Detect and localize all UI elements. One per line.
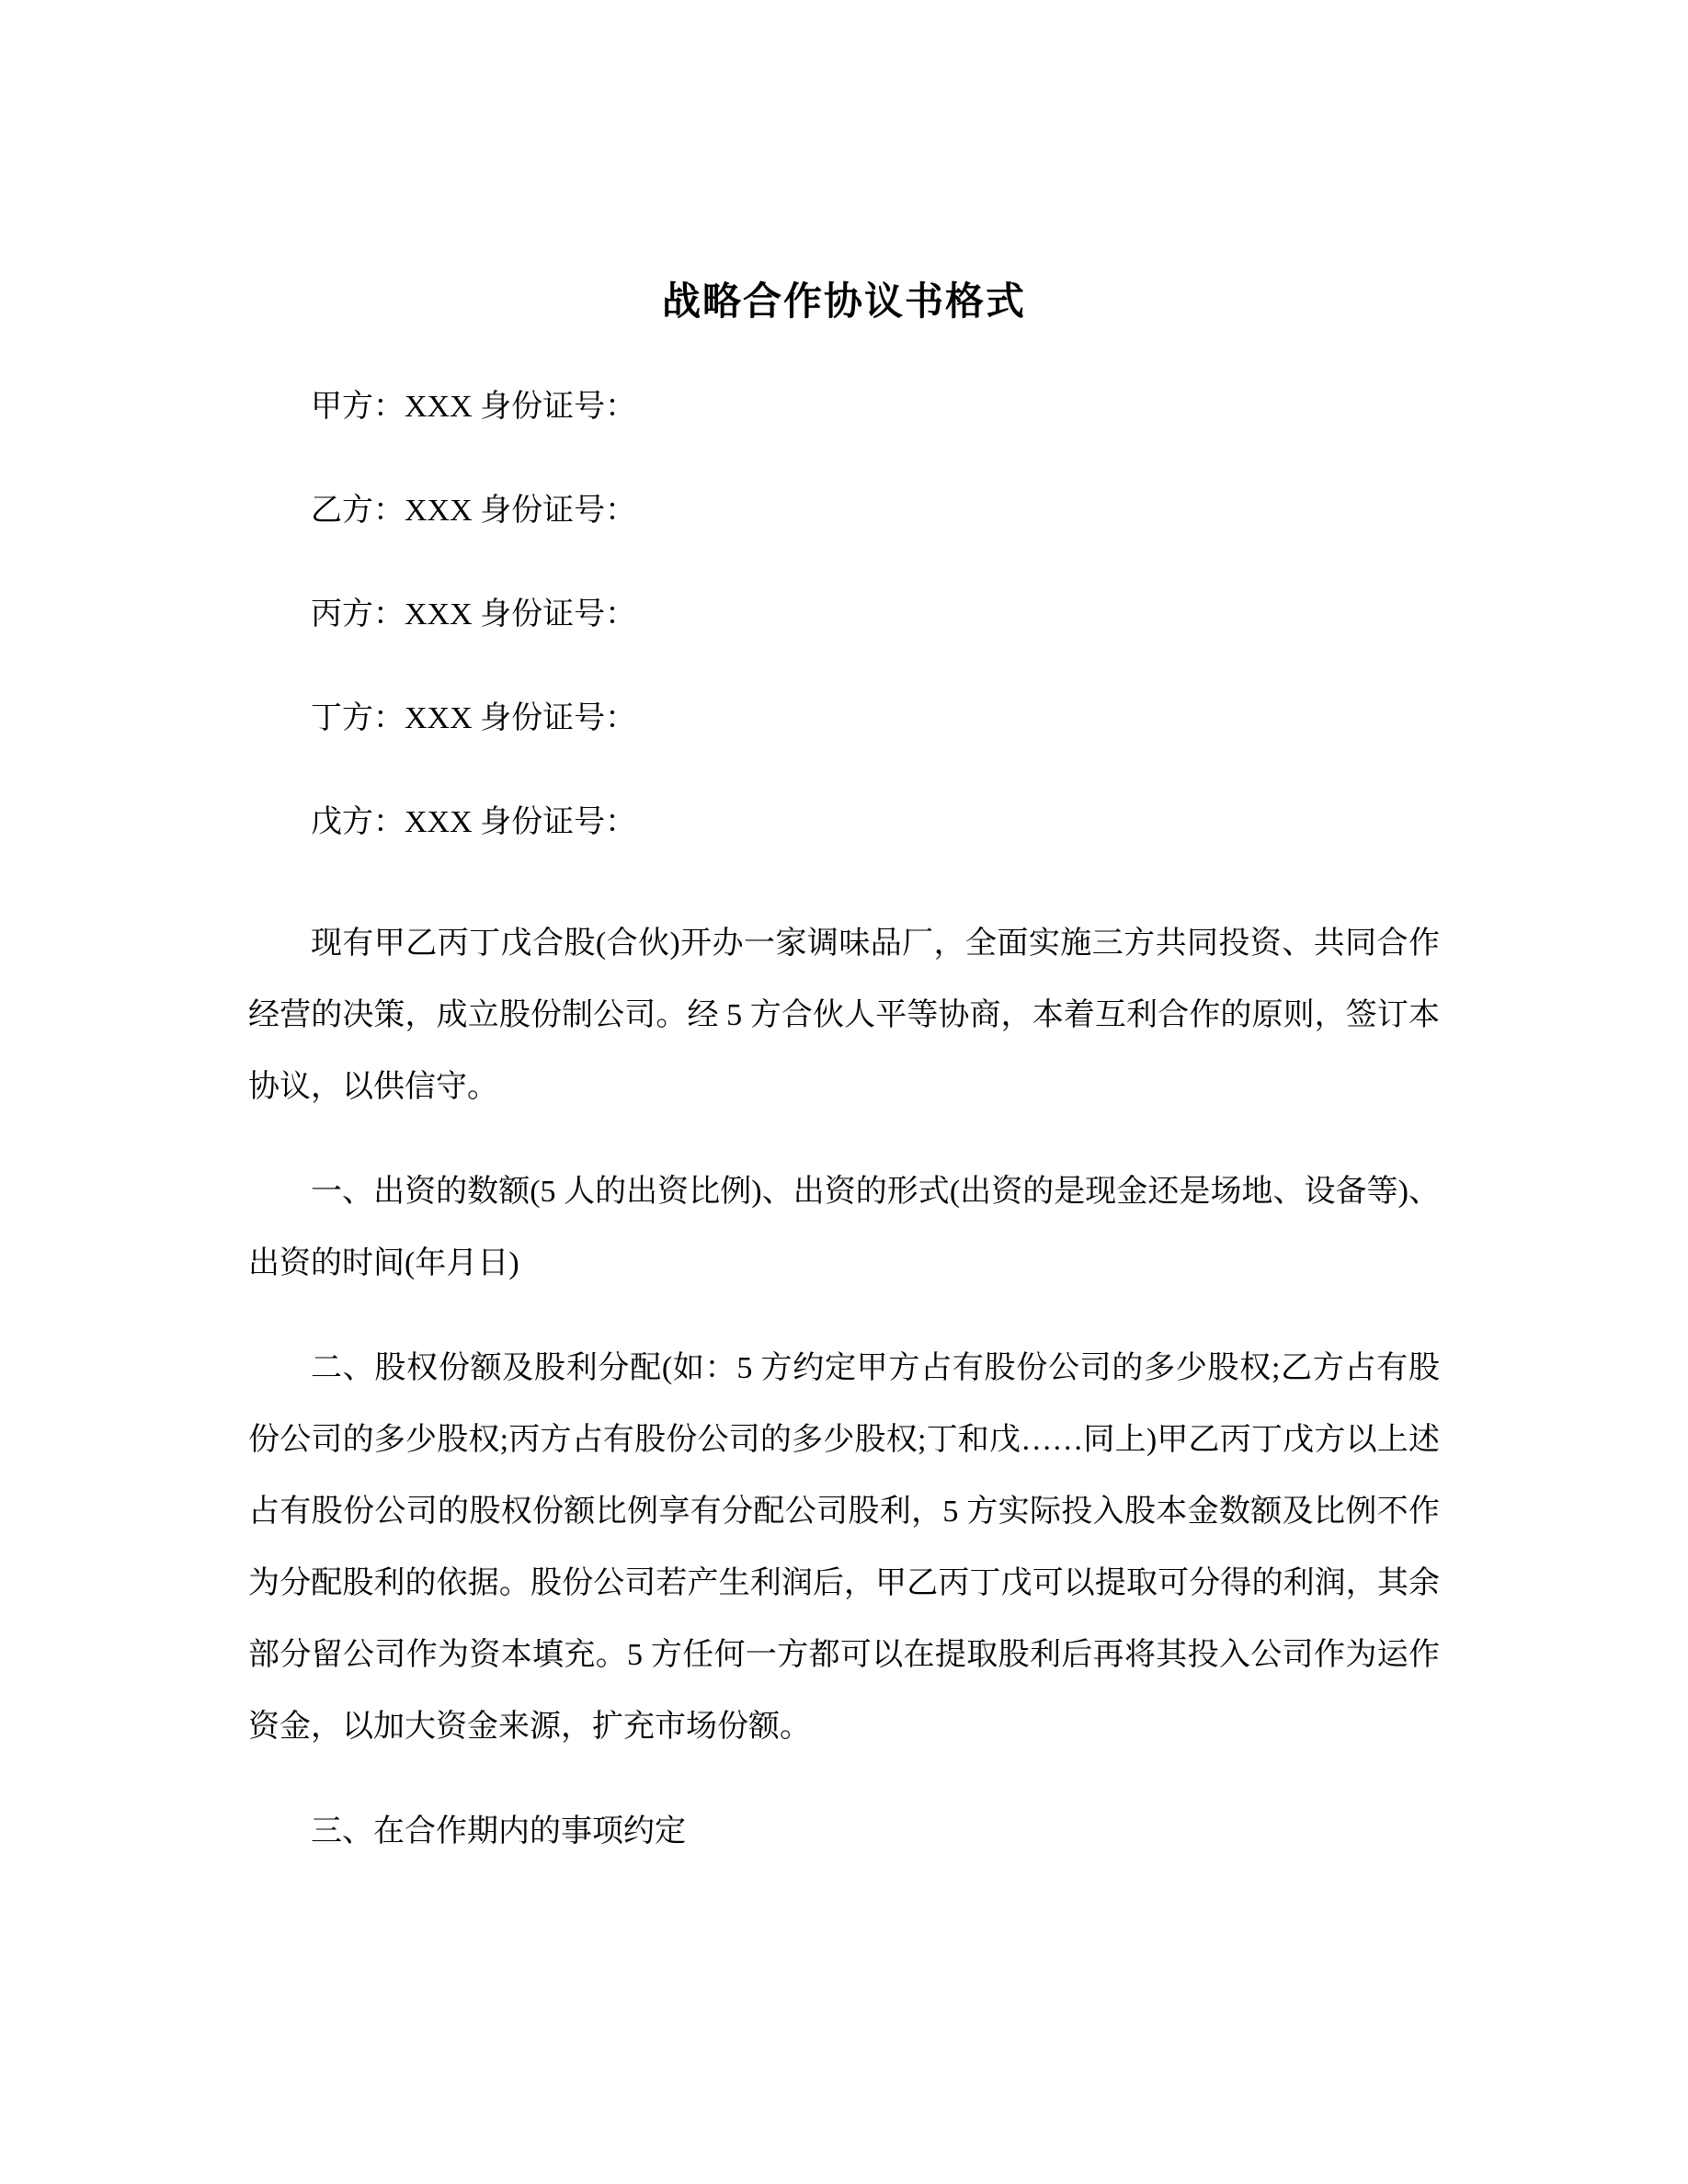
party-line-dingfang: 丁方：XXX 身份证号： (311, 701, 637, 735)
document-title: 战略合作协议书格式 (661, 281, 1026, 324)
party-line-wufang: 戊方：XXX 身份证号： (311, 805, 637, 839)
section-3-cooperation-terms: 三、在合作期内的事项约定 (311, 1814, 686, 1848)
section-2-equity-and-dividends: 二、股权份额及股利分配(如：5 方约定甲方占有股份公司的多少股权;乙方占有股份公司的多少股权;丙方占有股份公司的多少股权;丁和戊……同上)甲乙丙丁戊方以上述占有股份公司的股权份额比例享有分配公司股利，5 方实际投入股本金数额及比例不作为分配股利的依据。股份公司若产生利润后，甲乙丙丁戊可以提取可分得的利润，其余部分留公司作为资本填充。5 方任何一方都可以在提取股利后再将其投入公司作为运作资金，以加大资金来源，扩充市场份额。 (248, 1351, 1440, 1744)
party-line-jiafang: 甲方：XXX 身份证号： (311, 390, 637, 424)
party-line-yifang: 乙方：XXX 身份证号： (311, 494, 637, 528)
section-1-capital-contribution: 一、出资的数额(5 人的出资比例)、出资的形式(出资的是现金还是场地、设备等)、出资的时间(年月日) (248, 1175, 1440, 1280)
intro-paragraph: 现有甲乙丙丁戊合股(合伙)开办一家调味品厂，全面实施三方共同投资、共同合作经营的决策，成立股份制公司。经 5 方合伙人平等协商，本着互利合作的原则，签订本协议，以供信守。 (248, 927, 1440, 1104)
party-line-bingfang: 丙方：XXX 身份证号： (311, 597, 637, 631)
